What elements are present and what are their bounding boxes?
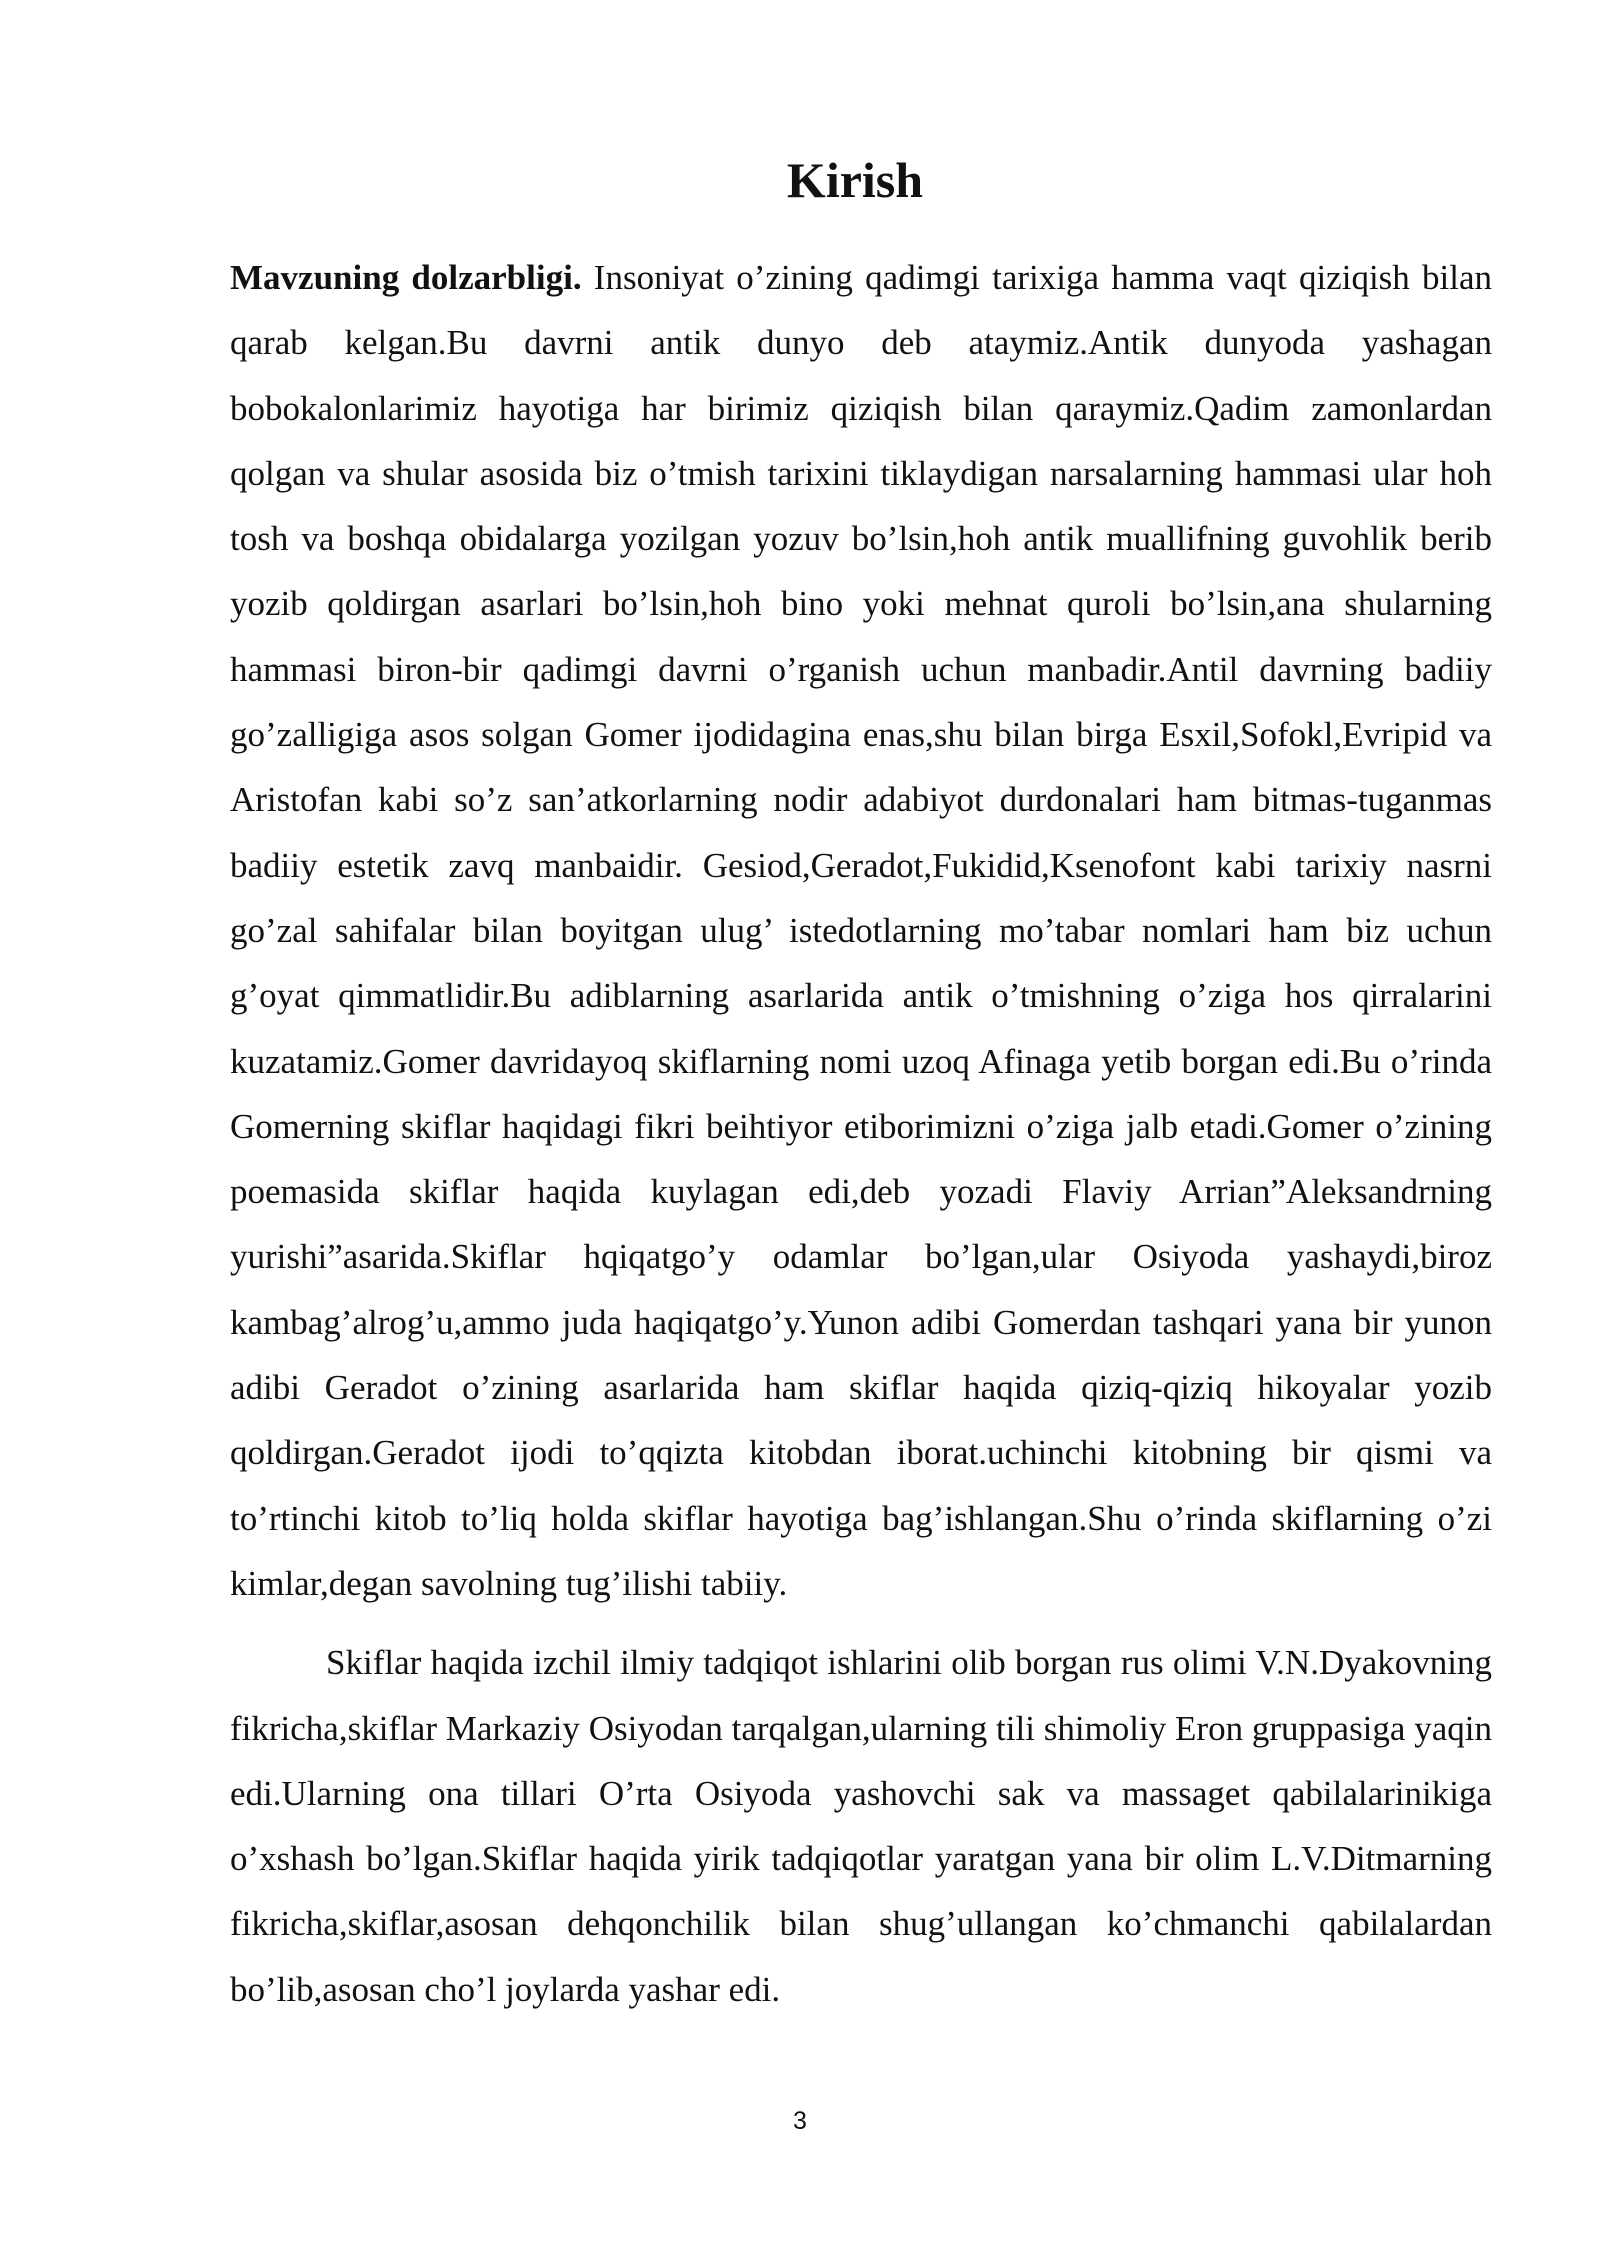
body-text <box>230 245 1492 2022</box>
page-title: Kirish <box>786 152 924 208</box>
paragraph-lead: Mavzuning dolzarbligi. <box>230 258 582 297</box>
paragraph-1-text: Insoniyat o’zining qadimgi tarixiga hamma vaqt qiziqish bilan qarab kelgan.Bu davrni antik dunyo deb ataymiz.Antik dunyoda yashagan bobokalonlarimiz hayotiga har birimiz qiziqish bilan qaraymiz.Qadim zamonlardan qolgan va shular asosida biz o’tmish tarixini tiklaydigan narsalarning hammasi ular hoh tosh va boshqa obidalarga yozilgan yozuv bo’lsin,hoh antik muallifning guvohlik berib yozib qoldirgan asarlari bo’lsin,hoh bino yoki mehnat quroli bo’lsin,ana shularning hammasi biron-bir qadimgi davrni o’rganish uchun manbadir.Antil davrning badiiy go’zalligiga asos solgan Gomer ijodidagina enas,shu bilan birga Esxil,Sofokl,Evripid va Aristofan kabi so’z san’atkorlarning nodir adabiyot durdonalari ham bitmas-tuganmas badiiy estetik zavq manbaidir. Gesiod,Geradot,Fukidid,Ksenofont kabi tarixiy nasrni go’zal sahifalar bilan boyitgan ulug’ istedotlarning mo’tabar nomlari ham biz uchun g’oyat qimmatlidir.Bu adiblarning asarlarida antik o’tmishning o’ziga hos qirralarini kuzatamiz.Gomer davridayoq skiflarning nomi uzoq Afinaga yetib borgan edi.Bu o’rinda Gomerning skiflar haqidagi fikri beihtiyor etiborimizni o’ziga jalb etadi.Gomer o’zining poemasida skiflar haqida kuylagan edi,deb yozadi Flaviy Arrian”Aleksandrning yurishi”asarida.Skiflar hqiqatgo’y odamlar bo’lgan,ular Osiyoda yashaydi,biroz kambag’alrog’u,ammo juda haqiqatgo’y.Yunon adibi Gomerdan tashqari yana bir yunon adibi Geradot o’zining asarlarida ham skiflar haqida qiziq-qiziq hikoyalar yozib qoldirgan.Geradot ijodi to’qqizta kitobdan iborat.uchinchi kitobning bir qismi va to’rtinchi kitob to’liq holda skiflar hayotiga bag’ishlangan.Shu o’rinda skiflarning o’zi kimlar,degan savolning tug’ilishi tabiiy. <box>230 258 1492 1603</box>
page-number: 3 <box>793 2107 807 2135</box>
paragraph-2: Skiflar haqida izchil ilmiy tadqiqot ishlarini olib borgan rus olimi V.N.Dyakovning fikricha,skiflar Markaziy Osiyodan tarqalgan,ularning tili shimoliy Eron gruppasiga yaqin edi.Ularning ona tillari O’rta Osiyoda yashovchi sak va massaget qabilalarinikiga o’xshash bo’lgan.Skiflar haqida yirik tadqiqotlar yaratgan yana bir olim L.V.Ditmarning fikricha,skiflar,asosan dehqonchilik bilan shug’ullangan ko’chmanchi qabilalardan bo’lib,asosan cho’l joylarda yashar edi. <box>230 1643 1492 2009</box>
paragraph-1 <box>230 245 1492 1616</box>
